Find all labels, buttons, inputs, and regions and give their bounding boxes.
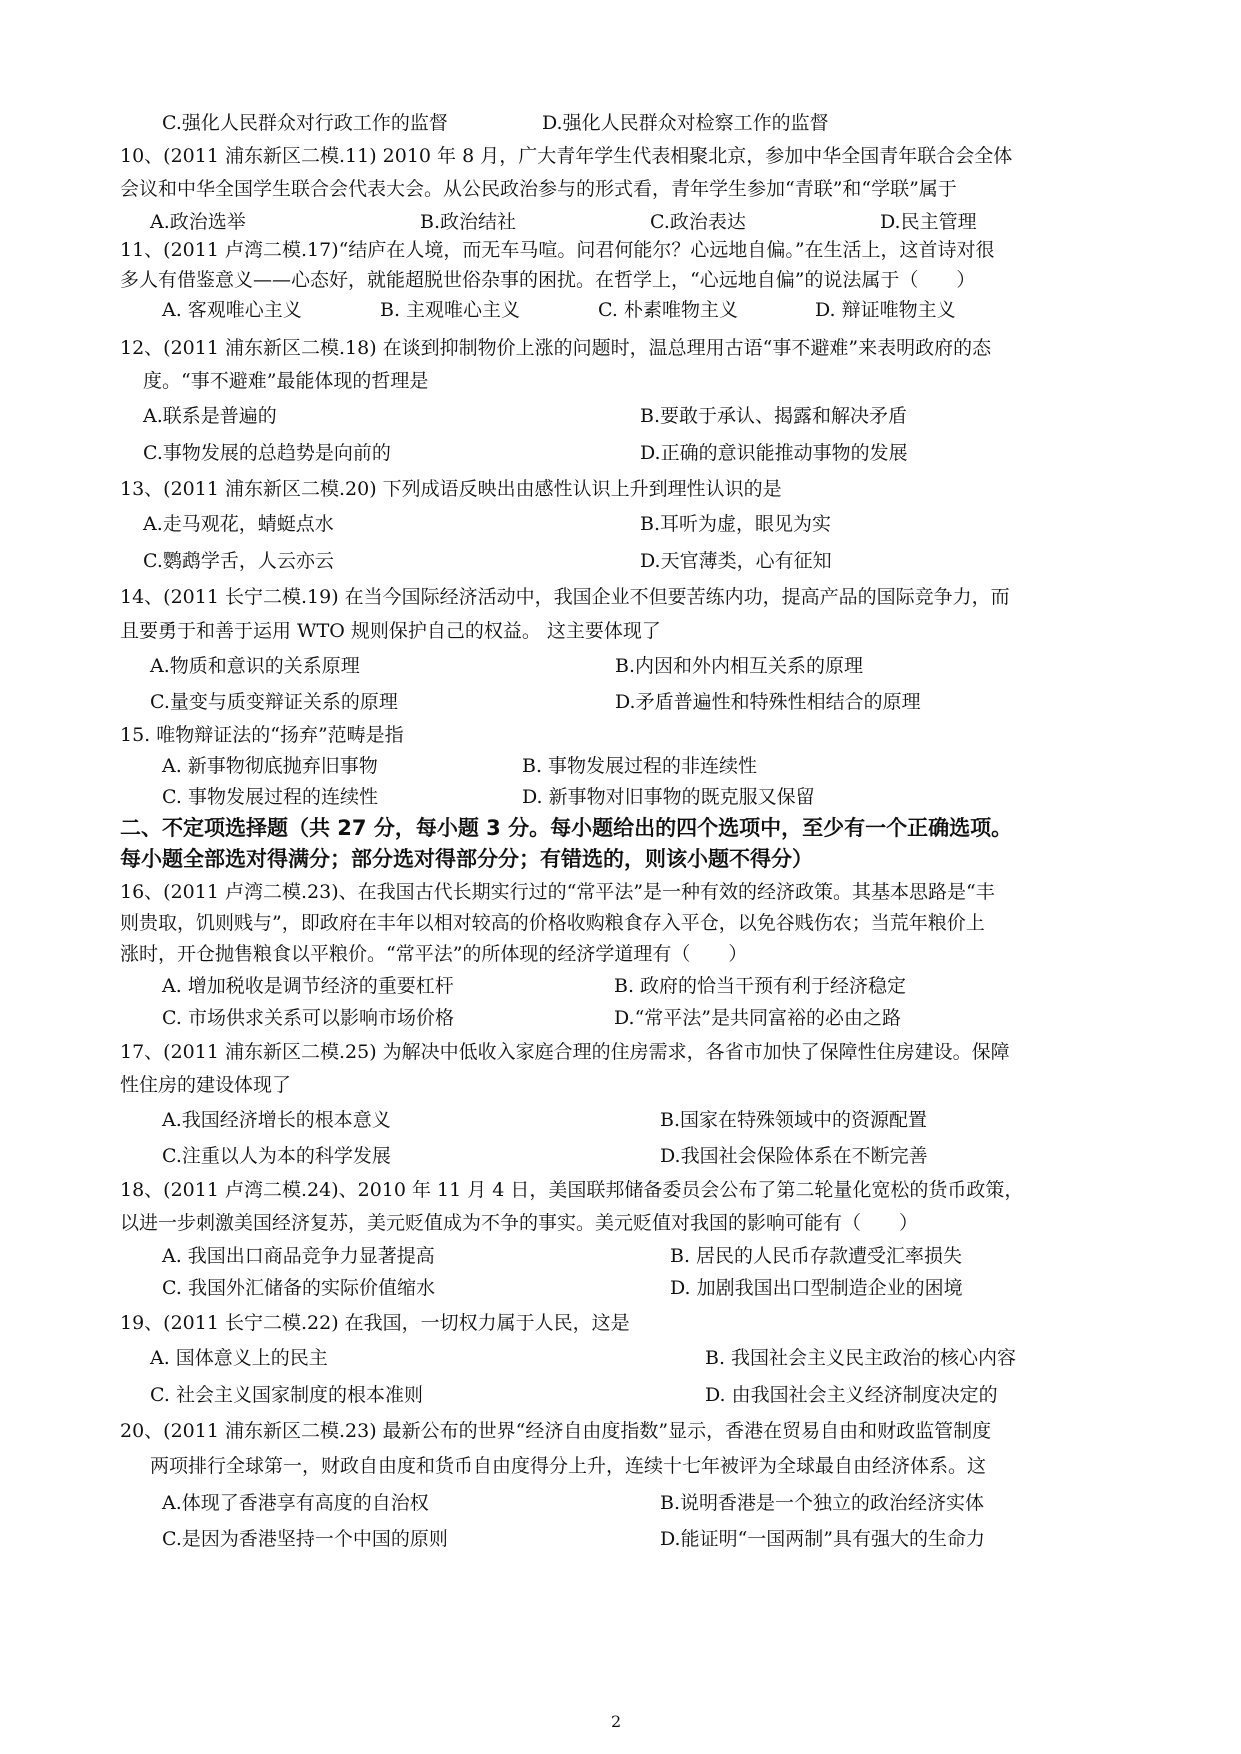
question-19-option-a: A. 国体意义上的民主 bbox=[150, 1347, 328, 1369]
question-17-option-d: D.我国社会保险体系在不断完善 bbox=[660, 1145, 928, 1167]
question-11-option-d: D. 辩证唯物主义 bbox=[815, 299, 956, 321]
question-20-option-b: B.说明香港是一个独立的政治经济实体 bbox=[660, 1492, 985, 1514]
question-20-option-c: C.是因为香港坚持一个中国的原则 bbox=[162, 1528, 448, 1550]
section-heading: 每小题全部选对得满分；部分选对得部分分；有错选的，则该小题不得分） bbox=[120, 847, 813, 871]
question-16-option-b: B. 政府的恰当干预有利于经济稳定 bbox=[614, 975, 907, 997]
question-12-stem: 12、(2011 浦东新区二模.18) 在谈到抑制物价上涨的问题时，温总理用古语“事不避难”来表明政府的态 bbox=[120, 337, 992, 359]
question-12-option-c: C.事物发展的总趋势是向前的 bbox=[143, 442, 391, 464]
question-19-option-c: C. 社会主义国家制度的根本准则 bbox=[150, 1384, 423, 1406]
question-14-option-c: C.量变与质变辩证关系的原理 bbox=[150, 691, 398, 713]
question-17-option-c: C.注重以人为本的科学发展 bbox=[162, 1145, 391, 1167]
question-17-option-a: A.我国经济增长的根本意义 bbox=[162, 1109, 391, 1131]
question-15-stem: 15. 唯物辩证法的“扬弃”范畴是指 bbox=[120, 724, 404, 746]
question-12-option-b: B.要敢于承认、揭露和解决矛盾 bbox=[640, 405, 908, 427]
option-text: C.强化人民群众对行政工作的监督 bbox=[162, 112, 448, 134]
question-15-option-b: B. 事物发展过程的非连续性 bbox=[522, 755, 758, 777]
question-16-stem: 涨时，开仓抛售粮食以平粮价。“常平法”的所体现的经济学道理有（ ） bbox=[120, 943, 748, 965]
question-15-option-c: C. 事物发展过程的连续性 bbox=[162, 786, 378, 808]
question-12-option-d: D.正确的意识能推动事物的发展 bbox=[640, 442, 908, 464]
question-13-stem: 13、(2011 浦东新区二模.20) 下列成语反映出由感性认识上升到理性认识的是 bbox=[120, 478, 782, 500]
question-14-stem: 14、(2011 长宁二模.19) 在当今国际经济活动中，我国企业不但要苦练内功，提高产品的国际竞争力，而 bbox=[120, 586, 1010, 608]
option-text: D.强化人民群众对检察工作的监督 bbox=[542, 112, 829, 134]
question-12-option-a: A.联系是普遍的 bbox=[143, 405, 277, 427]
question-16-option-d: D.“常平法”是共同富裕的必由之路 bbox=[614, 1007, 902, 1029]
question-20-stem: 两项排行全球第一，财政自由度和货币自由度得分上升，连续十七年被评为全球最自由经济体系。这 bbox=[150, 1455, 987, 1477]
question-13-option-a: A.走马观花，蜻蜓点水 bbox=[143, 513, 334, 535]
question-17-stem: 性住房的建设体现了 bbox=[120, 1074, 292, 1096]
question-15-option-d: D. 新事物对旧事物的既克服又保留 bbox=[522, 786, 815, 808]
question-11-option-c: C. 朴素唯物主义 bbox=[598, 299, 738, 321]
question-18-option-c: C. 我国外汇储备的实际价值缩水 bbox=[162, 1277, 435, 1299]
question-19-option-d: D. 由我国社会主义经济制度决定的 bbox=[705, 1384, 998, 1406]
question-20-stem: 20、(2011 浦东新区二模.23) 最新公布的世界“经济自由度指数”显示，香港在贸易自由和财政监管制度 bbox=[120, 1420, 992, 1442]
question-14-stem: 且要勇于和善于运用 WTO 规则保护自己的权益。 这主要体现了 bbox=[120, 620, 661, 642]
question-18-option-d: D. 加剧我国出口型制造企业的困境 bbox=[670, 1277, 963, 1299]
question-15-option-a: A. 新事物彻底抛弃旧事物 bbox=[162, 755, 378, 777]
question-19-option-b: B. 我国社会主义民主政治的核心内容 bbox=[705, 1347, 1017, 1369]
question-10-option-d: D.民主管理 bbox=[880, 211, 977, 233]
question-17-stem: 17、(2011 浦东新区二模.25) 为解决中低收入家庭合理的住房需求，各省市加快了保障性住房建设。保障 bbox=[120, 1041, 1010, 1063]
question-11-option-a: A. 客观唯心主义 bbox=[162, 299, 302, 321]
question-10-option-a: A.政治选举 bbox=[150, 211, 246, 233]
question-12-stem: 度。“事不避难”最能体现的哲理是 bbox=[143, 370, 429, 392]
question-10-stem: 会议和中华全国学生联合会代表大会。从公民政治参与的形式看，青年学生参加“青联”和“学联”属于 bbox=[120, 178, 957, 200]
question-11-stem: 多人有借鉴意义——心态好，就能超脱世俗杂事的困扰。在哲学上，“心远地自偏”的说法属于（ ） bbox=[120, 269, 976, 291]
question-18-stem: 18、(2011 卢湾二模.24)、2010 年 11 月 4 日，美国联邦储备委员会公布了第二轮量化宽松的货币政策， bbox=[120, 1179, 1024, 1201]
question-14-option-d: D.矛盾普遍性和特殊性相结合的原理 bbox=[615, 691, 921, 713]
question-19-stem: 19、(2011 长宁二模.22) 在我国，一切权力属于人民，这是 bbox=[120, 1312, 630, 1334]
question-11-stem: 11、(2011 卢湾二模.17)“结庐在人境，而无车马喧。问君何能尔？心远地自偏。”在生活上，这首诗对很 bbox=[120, 239, 995, 261]
question-16-stem: 16、(2011 卢湾二模.23)、在我国古代长期实行过的“常平法”是一种有效的经济政策。其基本思路是“丰 bbox=[120, 881, 995, 903]
question-20-option-a: A.体现了香港享有高度的自治权 bbox=[162, 1492, 429, 1514]
question-16-option-a: A. 增加税收是调节经济的重要杠杆 bbox=[162, 975, 454, 997]
question-11-option-b: B. 主观唯心主义 bbox=[380, 299, 521, 321]
question-13-option-c: C.鹦鹉学舌，人云亦云 bbox=[143, 550, 334, 572]
question-16-stem: 则贵取，饥则贱与”，即政府在丰年以相对较高的价格收购粮食存入平仓，以免谷贱伤农；当荒年粮价上 bbox=[120, 912, 985, 934]
question-20-option-d: D.能证明“一国两制”具有强大的生命力 bbox=[660, 1528, 986, 1550]
question-18-option-a: A. 我国出口商品竞争力显著提高 bbox=[162, 1245, 435, 1267]
question-10-option-c: C.政治表达 bbox=[650, 211, 746, 233]
question-10-option-b: B.政治结社 bbox=[420, 211, 517, 233]
page-number: 2 bbox=[611, 1712, 622, 1731]
question-14-option-b: B.内因和外内相互关系的原理 bbox=[615, 655, 864, 677]
question-13-option-b: B.耳听为虚，眼见为实 bbox=[640, 513, 832, 535]
question-14-option-a: A.物质和意识的关系原理 bbox=[150, 655, 360, 677]
question-18-stem: 以进一步刺激美国经济复苏，美元贬值成为不争的事实。美元贬值对我国的影响可能有（ ） bbox=[120, 1212, 919, 1234]
question-18-option-b: B. 居民的人民币存款遭受汇率损失 bbox=[670, 1245, 963, 1267]
question-17-option-b: B.国家在特殊领域中的资源配置 bbox=[660, 1109, 928, 1131]
question-10-stem: 10、(2011 浦东新区二模.11) 2010 年 8 月，广大青年学生代表相聚北京，参加中华全国青年联合会全体 bbox=[120, 145, 1013, 167]
question-16-option-c: C. 市场供求关系可以影响市场价格 bbox=[162, 1007, 454, 1029]
question-13-option-d: D.天官薄类，心有征知 bbox=[640, 550, 832, 572]
section-heading: 二、不定项选择题（共 27 分，每小题 3 分。每小题给出的四个选项中，至少有一个正确选项。 bbox=[120, 816, 1013, 840]
